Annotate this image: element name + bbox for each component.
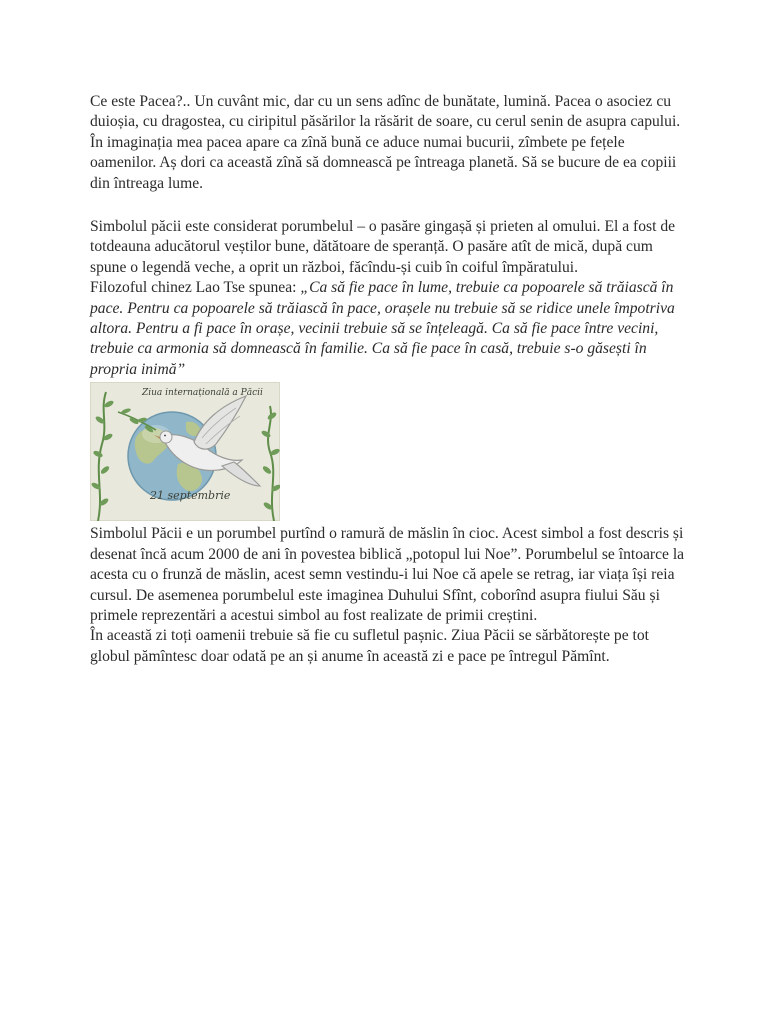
drawing-caption-bottom: 21 septembrie — [150, 489, 231, 503]
quote-text: „Ca să fie pace în lume, trebuie ca popoarele să trăiască în pace. Pentru ca popoarele să trăiască în pace, orașele nu trebuie să se ridice unele împotriva altora. Pentru a fi pace în orașe, vecinii trebuie să se înțeleagă. Ca să fie pace între vecini, trebuie ca armonia să domnească în familie. Ca să fie pace în casă, trebuie s-o găsești în propria inimă” — [90, 279, 675, 378]
document-body — [90, 92, 690, 667]
paragraph-symbol: Simbolul păcii este considerat porumbelul – o pasăre gingașă și prieten al omului. El a fost de totdeauna aducătorul veștilor bune, dătătoare de speranță. O pasăre atît de mică, după cum spune o legendă veche, a oprit un război, făcîndu-și cuib în coiful împăratului. — [90, 218, 676, 276]
paragraph-peace-day: În această zi toți oamenii trebuie să fie cu sufletul pașnic. Ziua Păcii se sărbătorește pe tot globul pămîntesc doar odată pe an și anume în această zi e pace pe întregul Pămînt. — [90, 627, 649, 665]
paragraph-gap — [90, 194, 690, 217]
paragraph-intro: Ce este Pacea?.. Un cuvânt mic, dar cu un sens adînc de bunătate, lumină. Pacea o asociez cu duioșia, cu dragostea, cu ciripitul păsărilor la răsărit de soare, cu cerul senin de asupra capului. În imaginația mea pacea apare ca zînă bună ce aduce numai bucurii, zîmbete pe fețele oamenilor. Aș dori ca această zînă să domnească pe întreaga planetă. Să se bucure de ea copiii din întreaga lume. — [90, 93, 681, 192]
quote-intro: Filozoful chinez Lao Tse spunea: — [90, 279, 301, 297]
drawing-caption-top: Ziua internațională a Păcii — [142, 388, 263, 399]
paragraph-quote — [90, 278, 690, 380]
peace-day-drawing — [90, 382, 280, 521]
paragraph-biblical: Simbolul Păcii e un porumbel purtînd o ramură de măslin în cioc. Acest simbol a fost descris și desenat încă acum 2000 de ani în povestea biblică „potopul lui Noe”. Porumbelul se întoarce la acesta cu o frunză de măslin, acest semn vestindu-i lui Noe că apele se retrag, iar viața își reia cursul. De asemenea porumbelul este imaginea Duhului Sfînt, coborînd asupra fiului Său și primele reprezentări a acestui simbol au fost realizate de primii creștini. — [90, 525, 685, 624]
